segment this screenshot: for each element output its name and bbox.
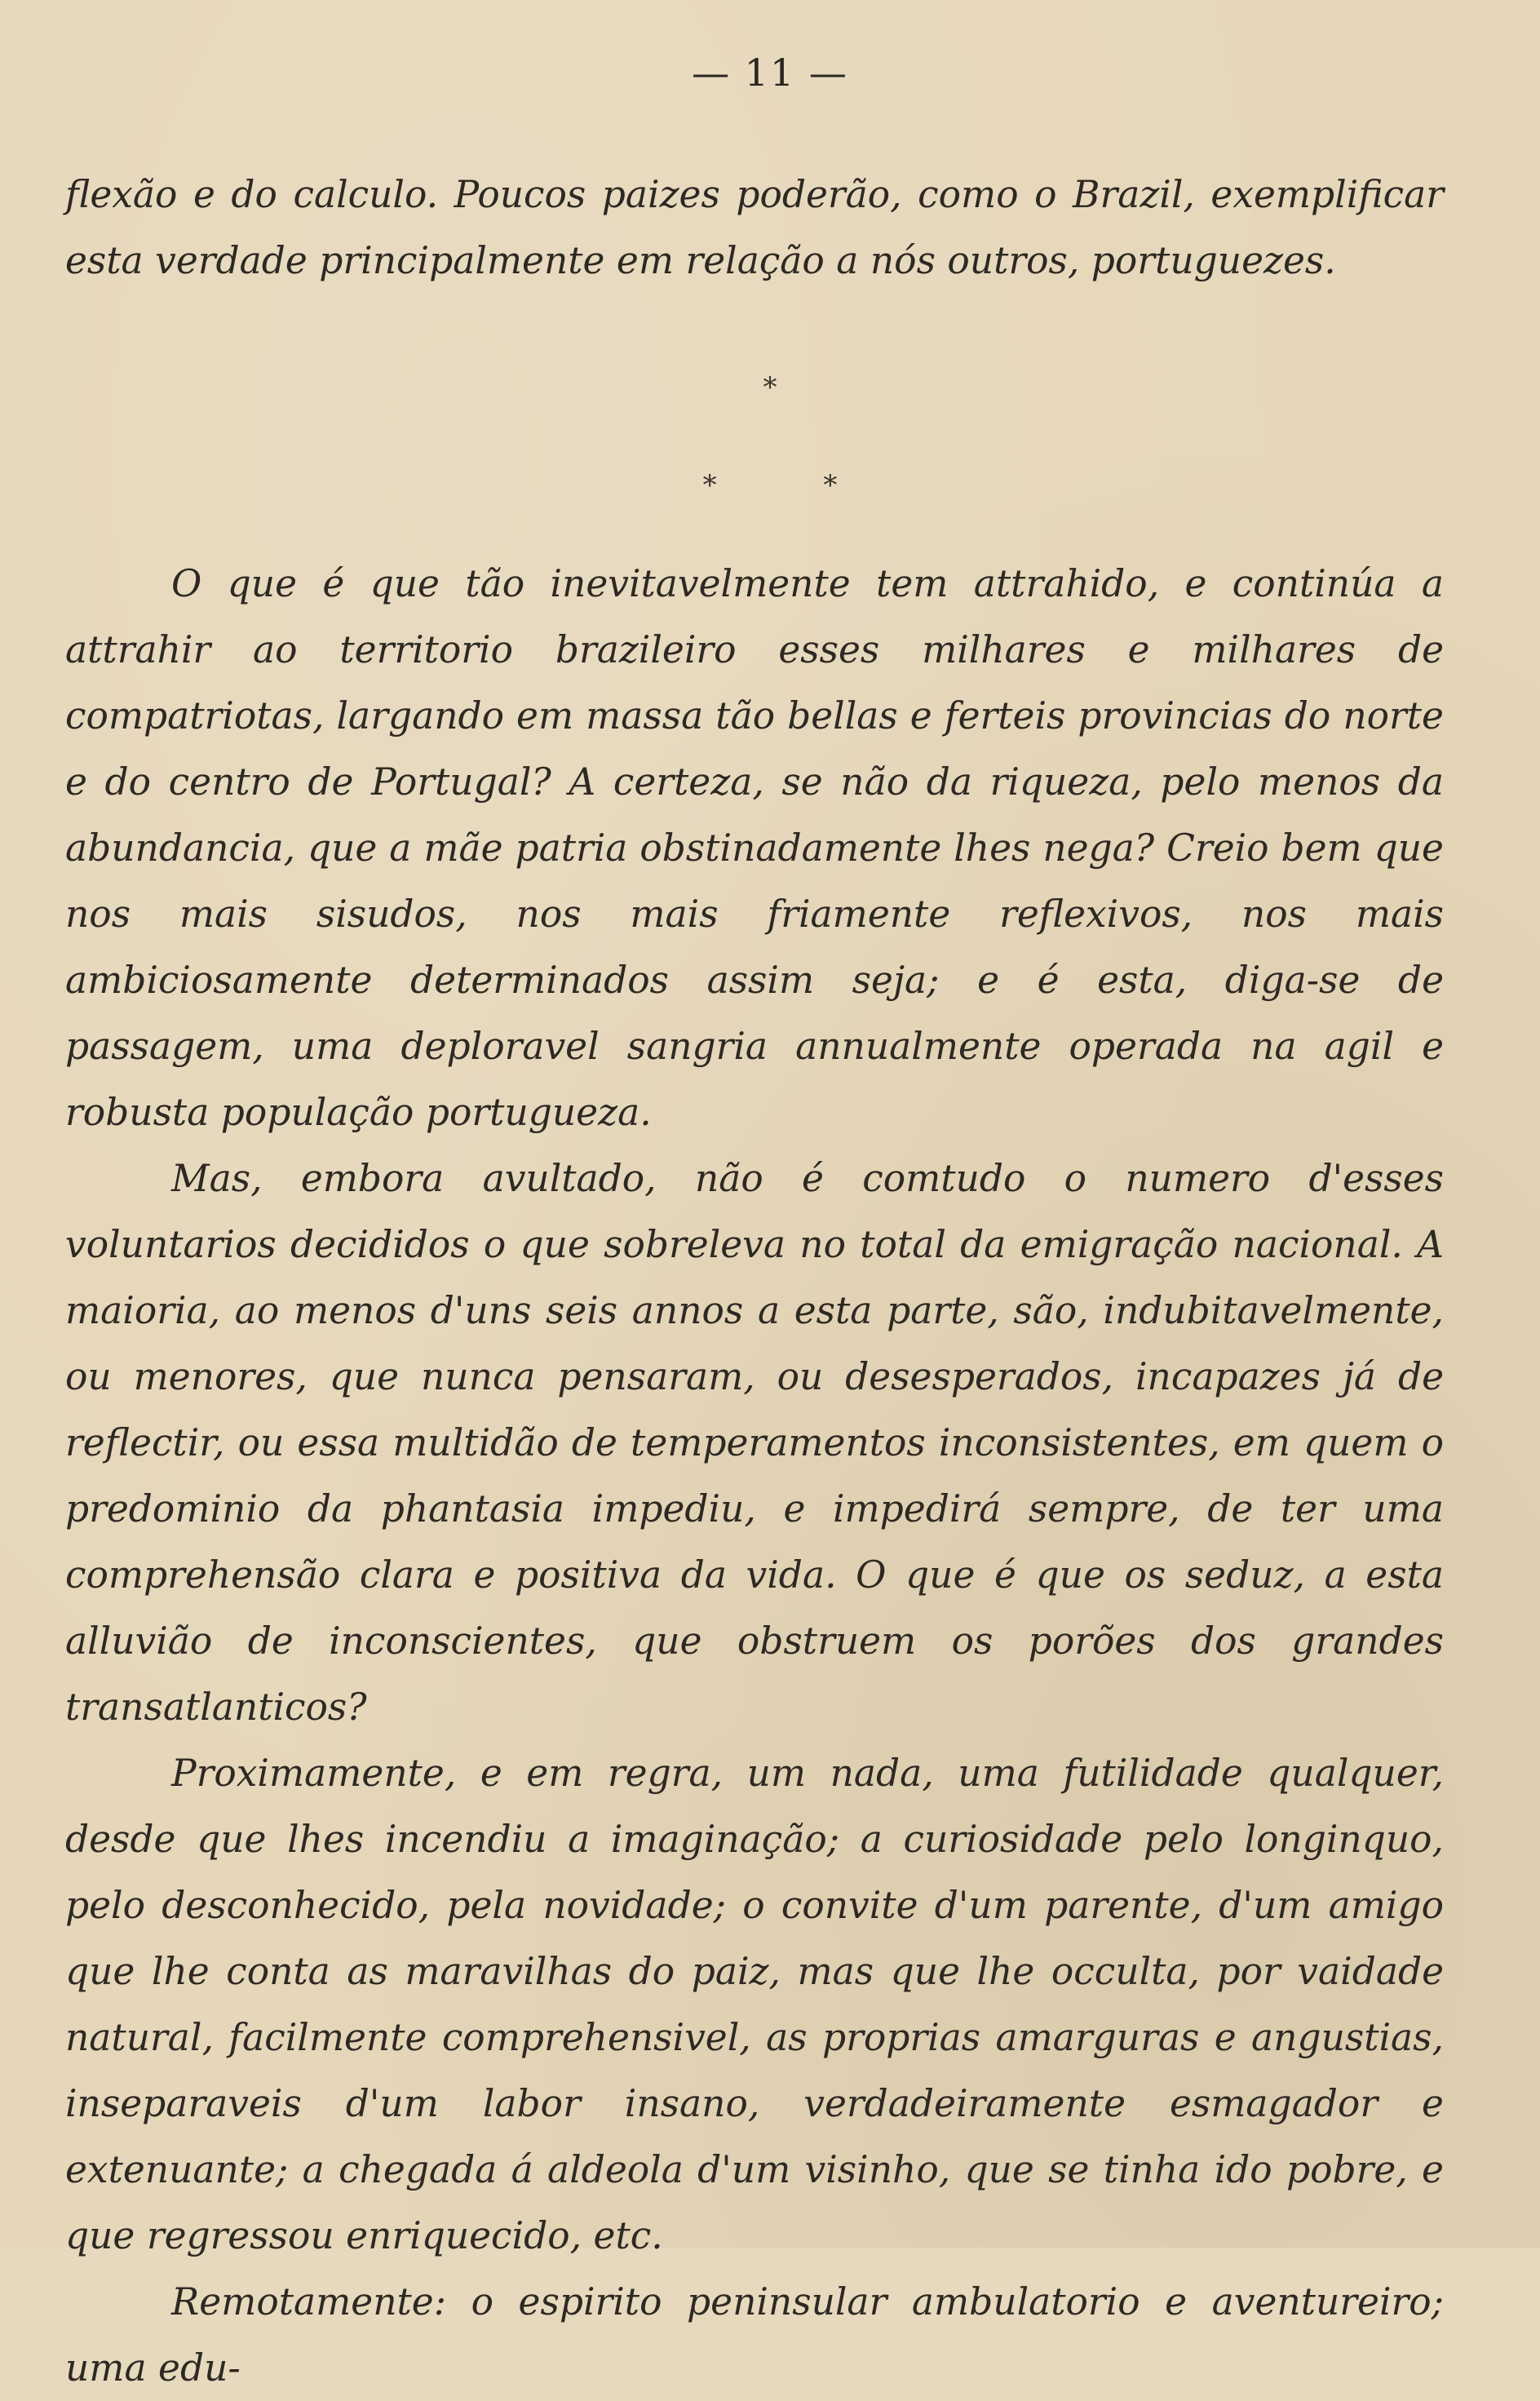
paragraph-continuation: flexão e do calculo. Poucos paizes poderão, como o Brazil, exemplificar esta verdade principalmente em relação a nós outros, portuguezes. <box>65 173 1444 282</box>
page-number: — 11 — <box>692 51 848 95</box>
text-block-main <box>65 551 1444 2401</box>
asterism-bottom: * * <box>702 469 838 502</box>
paragraph-3: Proximamente, e em regra, um nada, uma futilidade qualquer, desde que lhes incendiu a imaginação; a curiosidade pelo longinquo, pelo desconhecido, pela novidade; o convite d'um parente, d'um amigo que lhe conta as maravilhas do paiz, mas que lhe occulta, por vaidade natural, facilmente comprehensivel, as proprias amarguras e angustias, inseparaveis d'um labor insano, verdadeiramente esmagador e extenuante; a chegada á aldeola d'um visinho, que se tinha ido pobre, e que regressou enriquecido, etc. <box>65 1752 1444 2257</box>
paragraph-4: Remotamente: o espirito peninsular ambulatorio e aventureiro; uma edu- <box>65 2280 1444 2390</box>
paragraph-2: Mas, embora avultado, não é comtudo o numero d'esses voluntarios decididos o que sobreleva no total da emigração nacional. A maioria, ao menos d'uns seis annos a esta parte, são, indubitavelmente, ou menores, que nunca pensaram, ou desesperados, incapazes já de reflectir, ou essa multidão de temperamentos inconsistentes, em quem o predominio da phantasia impediu, e impedirá sempre, de ter uma comprehensão clara e positiva da vida. O que é que os seduz, a esta alluvião de inconscientes, que obstruem os porões dos grandes transatlanticos? <box>65 1157 1444 1729</box>
text-block-top <box>65 162 1444 294</box>
asterism-top: * <box>763 371 777 404</box>
paragraph-1: O que é que tão inevitavelmente tem attrahido, e continúa a attrahir ao territorio brazileiro esses milhares e milhares de compatriotas, largando em massa tão bellas e ferteis provincias do norte e do centro de Portugal? A certeza, se não da riqueza, pelo menos da abundancia, que a mãe patria obstinadamente lhes nega? Creio bem que nos mais sisudos, nos mais friamente reflexivos, nos mais ambiciosamente determinados assim seja; e é esta, diga-se de passagem, uma deploravel sangria annualmente operada na agil e robusta população portugueza. <box>65 562 1444 1134</box>
